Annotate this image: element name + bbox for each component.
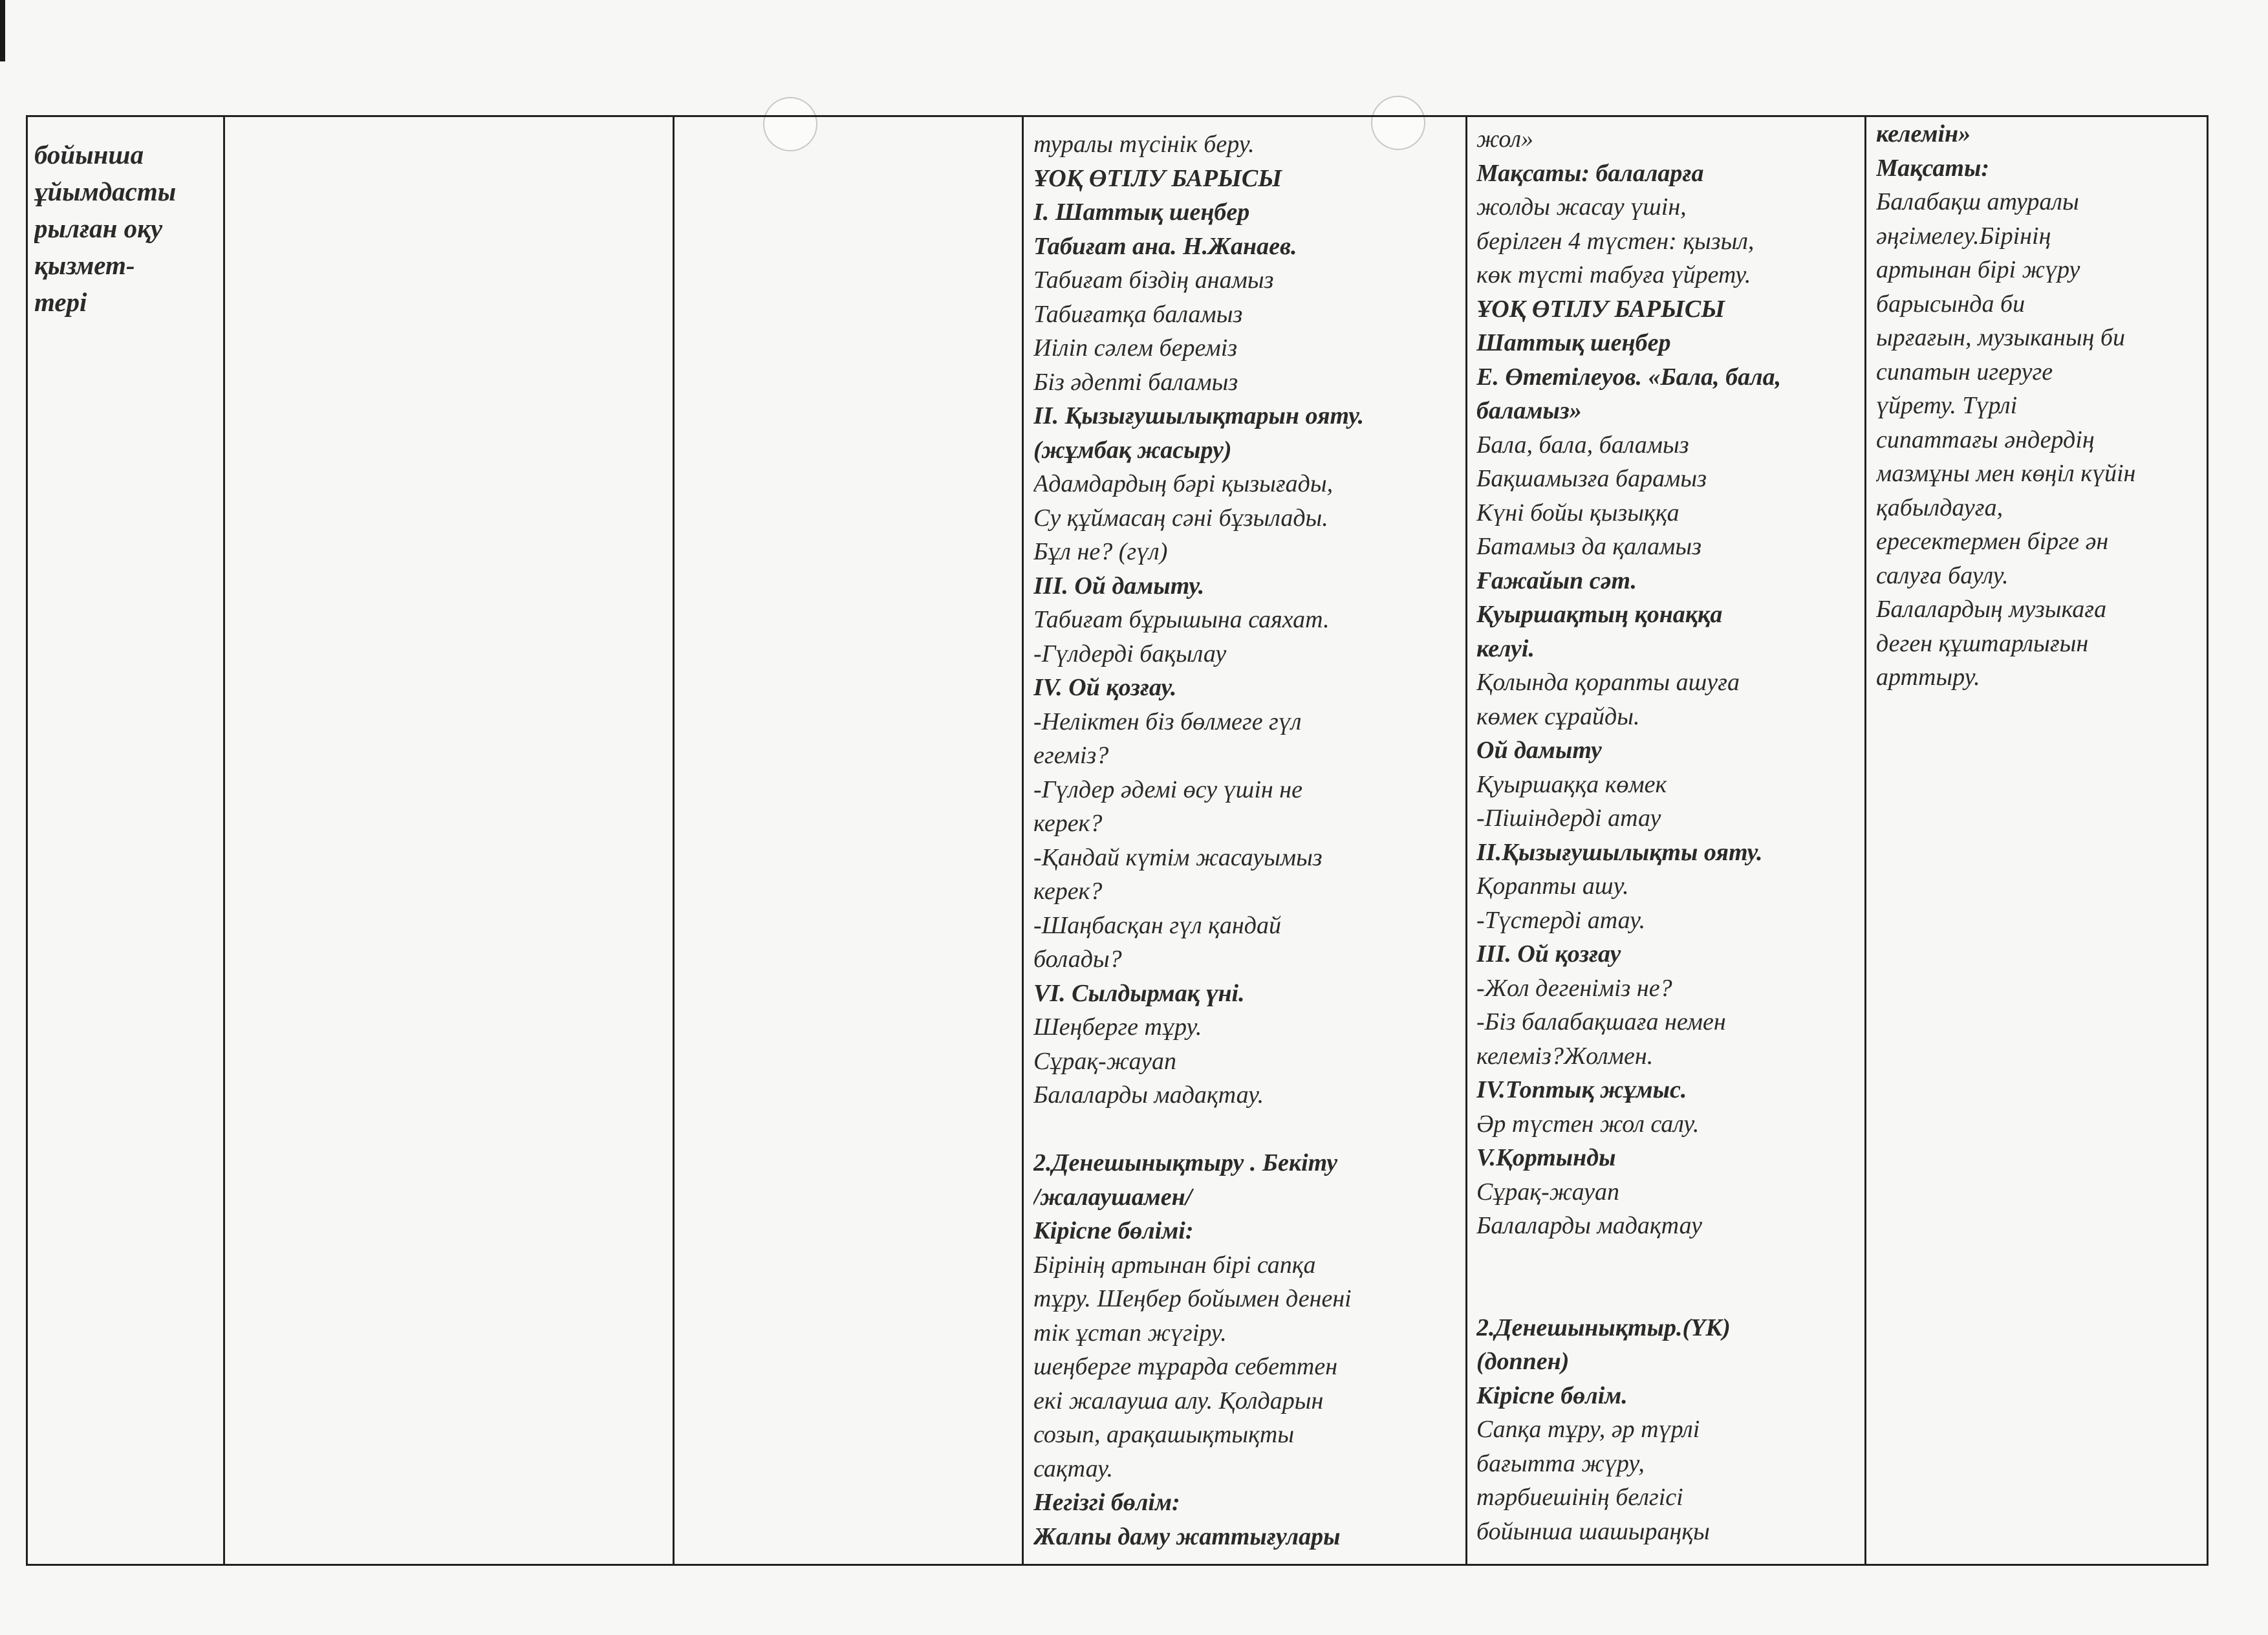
column-divider: [223, 117, 225, 1564]
text-line: ҰОҚ ӨТІЛУ БАРЫСЫ: [1476, 295, 1725, 323]
text-line: арттыру.: [1876, 664, 1980, 691]
text-line: созып, арақашықтықты: [1033, 1421, 1295, 1448]
text-line: І. Шаттық шеңбер: [1033, 199, 1250, 226]
cell-wednesday-lesson: [1876, 117, 2203, 695]
text-line: Су құймасаң сәні бұзылады.: [1033, 504, 1328, 532]
text-line: берілген 4 түстен: қызыл,: [1476, 227, 1755, 255]
text-line: Бала, бала, баламыз: [1476, 431, 1689, 459]
text-line: Қолында қорапты ашуға: [1476, 669, 1740, 696]
text-line: V.Қортынды: [1476, 1144, 1616, 1171]
text-line: үйрету. Түрлі: [1876, 392, 2018, 419]
text-line: -Пішіндерді атау: [1476, 805, 1661, 832]
text-line: Сұрақ-жауап: [1476, 1178, 1619, 1206]
text-line: келемін»: [1876, 120, 1971, 147]
text-line: Балаларды мадақтау.: [1033, 1081, 1264, 1109]
text-line: -Жол дегеніміз не?: [1476, 974, 1672, 1002]
text-line: Негізгі бөлім:: [1033, 1489, 1180, 1516]
text-line: Адамдардың бәрі қызығады,: [1033, 470, 1334, 497]
text-line: көмек сұрайды.: [1476, 702, 1640, 730]
text-line: Табиғатқа баламыз: [1033, 300, 1243, 328]
column-divider: [673, 117, 675, 1564]
text-line: тұру. Шеңбер бойымен денені: [1033, 1285, 1352, 1312]
text-line: Табиғат біздің анамыз: [1033, 266, 1274, 294]
text-line: Шеңберге тұру.: [1033, 1013, 1202, 1041]
text-line: жолды жасау үшін,: [1476, 193, 1687, 221]
text-line: -Шаңбасқан гүл қандай: [1033, 911, 1281, 939]
text-line: бойынша шашыраңқы: [1476, 1517, 1710, 1545]
text-line: ІІ.Қызығушылықты ояту.: [1476, 838, 1763, 866]
text-line: 2.Денешынықтыр.(ҮК): [1476, 1314, 1731, 1341]
text-line: 2.Денешынықтыру . Бекіту: [1033, 1149, 1338, 1176]
text-line: керек?: [1033, 878, 1103, 905]
text-line: шеңберге тұрарда себеттен: [1033, 1353, 1338, 1380]
text-line: ІІ. Қызығушылықтарын ояту.: [1033, 402, 1365, 429]
text-line: Сапқа тұру, әр түрлі: [1476, 1416, 1700, 1443]
text-line: бойынша: [34, 140, 144, 169]
text-line: Қуыршақтың қонаққа: [1476, 601, 1723, 628]
column-divider: [1465, 117, 1467, 1564]
text-line: ІV. Ой қозғау.: [1033, 674, 1177, 701]
text-line: Бұл не? (гүл): [1033, 538, 1168, 565]
text-line: сақтау.: [1033, 1455, 1114, 1482]
text-line: ІІІ. Ой дамыту.: [1033, 572, 1205, 600]
text-line: көк түсті табуға үйрету.: [1476, 261, 1751, 288]
text-line: жол»: [1476, 125, 1534, 153]
text-line: [1476, 1277, 1863, 1311]
text-line: Бірінің артынан бірі сапқа: [1033, 1251, 1316, 1279]
text-line: Қорапты ашу.: [1476, 872, 1629, 900]
text-line: келеміз?Жолмен.: [1476, 1042, 1654, 1070]
scan-edge-mark: [0, 0, 5, 61]
text-line: екі жалауша алу. Қолдарын: [1033, 1387, 1324, 1414]
text-line: -Біз балабақшаға немен: [1476, 1008, 1726, 1035]
text-line: ҰОҚ ӨТІЛУ БАРЫСЫ: [1033, 164, 1282, 192]
cell-tuesday-lesson: [1476, 122, 1863, 1548]
text-line: Балабақш атуралы: [1876, 188, 2079, 215]
text-line: Кіріспе бөлімі:: [1033, 1217, 1194, 1244]
text-line: -Түстерді атау.: [1476, 906, 1646, 934]
text-line: Шаттық шеңбер: [1476, 329, 1671, 356]
text-line: Мақсаты: балаларға: [1476, 159, 1704, 187]
text-line: Иіліп сәлем береміз: [1033, 334, 1238, 362]
text-line: VІ. Сылдырмақ үні.: [1033, 979, 1245, 1007]
text-line: Ғажайып сәт.: [1476, 567, 1637, 594]
column-divider: [1864, 117, 1866, 1564]
text-line: Күні бойы қызыққа: [1476, 499, 1679, 526]
text-line: егеміз?: [1033, 742, 1109, 769]
text-line: Бақшамызға барамыз: [1476, 465, 1707, 492]
text-line: тік ұстап жүгіру.: [1033, 1319, 1227, 1347]
text-line: Балалардың музыкаға: [1876, 596, 2107, 623]
text-line: Мақсаты:: [1876, 154, 1989, 182]
text-line: [1033, 1112, 1463, 1147]
text-line: -Гүлдерді бақылау: [1033, 640, 1227, 667]
lesson-plan-table: [26, 115, 2209, 1566]
text-line: Е. Өтетілеуов. «Бала, бала,: [1476, 363, 1782, 391]
text-line: -Гүлдер әдемі өсу үшін не: [1033, 775, 1302, 803]
text-line: Кіріспе бөлім.: [1476, 1381, 1628, 1409]
text-line: әңгімелеу.Бірінің: [1876, 222, 2051, 250]
cell-activity-label: [34, 136, 222, 321]
text-line: [1476, 1243, 1863, 1277]
text-line: қызмет-: [34, 250, 135, 280]
text-line: Жалпы даму жаттығулары: [1033, 1522, 1341, 1550]
text-line: мазмұны мен көңіл күйін: [1876, 460, 2136, 487]
text-line: Батамыз да қаламыз: [1476, 533, 1701, 560]
text-line: деген құштарлығын: [1876, 629, 2089, 657]
text-line: Сұрақ-жауап: [1033, 1047, 1176, 1075]
text-line: -Неліктен біз бөлмеге гүл: [1033, 708, 1302, 735]
text-line: келуі.: [1476, 634, 1535, 662]
text-line: (жұмбақ жасыру): [1033, 436, 1232, 464]
text-line: Әр түстен жол салу.: [1476, 1110, 1700, 1138]
text-line: тәрбиешінің белгісі: [1476, 1484, 1683, 1511]
text-line: сипаттағы әндердің: [1876, 426, 2095, 453]
text-line: қабылдауға,: [1876, 493, 2003, 521]
text-line: Ой дамыту: [1476, 737, 1602, 764]
text-line: ІV.Топтық жұмыс.: [1476, 1076, 1687, 1103]
text-line: Балаларды мадақтау: [1476, 1212, 1702, 1239]
text-line: керек?: [1033, 810, 1103, 837]
text-line: ұйымдасты: [34, 177, 177, 206]
text-line: ересектермен бірге ән: [1876, 528, 2109, 555]
text-line: -Қандай күтім жасауымыз: [1033, 843, 1323, 871]
text-line: артынан бірі жүру: [1876, 256, 2080, 283]
text-line: туралы түсінік беру.: [1033, 131, 1255, 158]
text-line: бағытта жүру,: [1476, 1449, 1645, 1477]
text-line: Қуыршаққа көмек: [1476, 770, 1667, 798]
text-line: рылған оқу: [34, 213, 163, 243]
column-divider: [1022, 117, 1024, 1564]
text-line: Табиғат бұрышына саяхат.: [1033, 606, 1330, 633]
text-line: сипатын игеруге: [1876, 358, 2053, 385]
text-line: (доппен): [1476, 1348, 1570, 1375]
text-line: /жалаушамен/: [1033, 1183, 1193, 1211]
cell-monday-lesson: [1033, 127, 1463, 1554]
text-line: ІІІ. Ой қозғау: [1476, 940, 1621, 968]
text-line: салуға баулу.: [1876, 561, 2009, 589]
text-line: Табиғат ана. Н.Жанаев.: [1033, 232, 1297, 260]
text-line: болады?: [1033, 946, 1122, 973]
text-line: барысында би: [1876, 290, 2025, 318]
text-line: баламыз»: [1476, 397, 1582, 424]
text-line: Біз әдепті баламыз: [1033, 368, 1238, 396]
text-line: ырғағын, музыканың би: [1876, 324, 2126, 351]
text-line: тері: [34, 287, 87, 317]
